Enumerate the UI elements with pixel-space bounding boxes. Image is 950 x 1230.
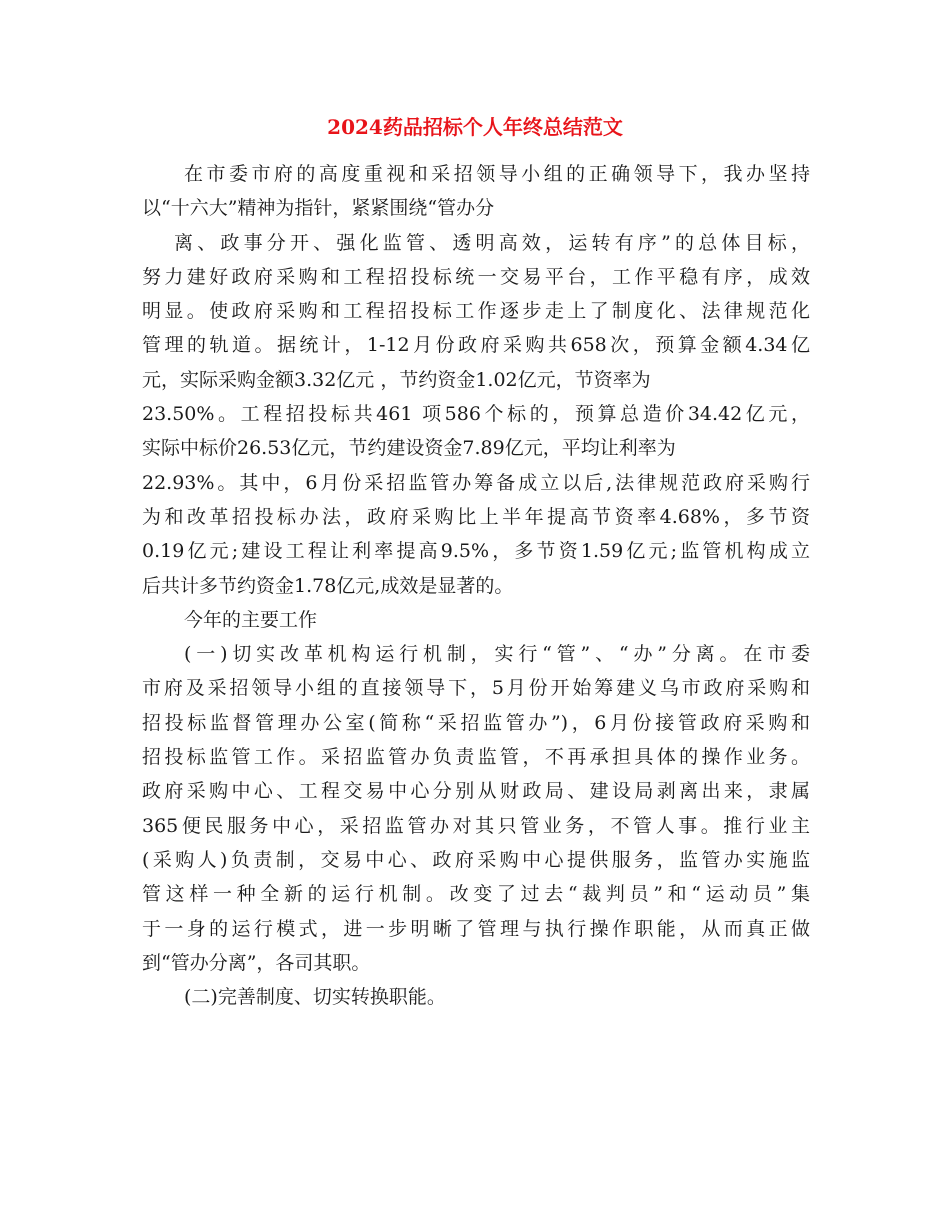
document-title: 2024药品招标个人年终总结范文 (327, 115, 623, 139)
document-line: 招投标监管工作。采招监管办负责监管，不再承担具体的操作业务。 (142, 746, 810, 769)
document-line: 0.19亿元;建设工程让利率提高9.5%，多节资1.59亿元;监管机构成立 (142, 540, 810, 563)
document-line: 22.93%。其中，6月份采招监管办筹备成立以后,法律规范政府采购行 (142, 471, 810, 494)
document-line: 以“十六大”精神为指针，紧紧围绕“管办分 (142, 197, 495, 220)
document-line: 23.50%。工程招投标共461 项586个标的，预算总造价34.42亿元， (142, 403, 810, 426)
document-line: (二)完善制度、切实转换职能。 (184, 986, 446, 1009)
document-line: 政府采购中心、工程交易中心分别从财政局、建设局剥离出来，隶属 (142, 780, 810, 803)
document-line: 到“管办分离”，各司其职。 (142, 951, 371, 974)
document-line: 于一身的运行模式，进一步明晰了管理与执行操作职能，从而真正做 (142, 917, 810, 940)
document-line: 市府及采招领导小组的直接领导下，5月份开始筹建义乌市政府采购和 (142, 677, 810, 700)
document-line: 管理的轨道。据统计，1-12月份政府采购共658次，预算金额4.34亿 (142, 334, 810, 357)
document-line: 365便民服务中心，采招监管办对其只管业务，不管人事。推行业主 (142, 814, 810, 837)
document-line: 招投标监督管理办公室(简称“采招监管办”)，6月份接管政府采购和 (142, 711, 810, 734)
document-line: 为和改革招投标办法，政府采购比上半年提高节资率4.68%，多节资 (142, 505, 810, 528)
document-body (142, 157, 810, 1014)
document-line: 离、政事分开、强化监管、透明高效，运转有序”的总体目标， (174, 231, 810, 254)
document-line: 在市委市府的高度重视和采招领导小组的正确领导下，我办坚持 (184, 163, 810, 185)
document-line: 实际中标价26.53亿元，节约建设资金7.89亿元，平均让利率为 (142, 437, 676, 460)
document-line: 后共计多节约资金1.78亿元,成效是显著的。 (142, 574, 514, 597)
document-line: 今年的主要工作 (184, 608, 318, 631)
document-line: 管这样一种全新的运行机制。改变了过去“裁判员”和“运动员”集 (142, 883, 810, 906)
document-line: (采购人)负责制，交易中心、政府采购中心提供服务，监管办实施监 (142, 848, 810, 871)
document-line: 努力建好政府采购和工程招投标统一交易平台，工作平稳有序，成效 (142, 265, 810, 288)
document-line: (一)切实改革机构运行机制，实行“管”、“办”分离。在市委 (184, 643, 810, 666)
document-line: 元，实际采购金额3.32亿元 ，节约资金1.02亿元，节资率为 (142, 368, 651, 391)
document-line: 明显。使政府采购和工程招投标工作逐步走上了制度化、法律规范化 (142, 300, 810, 323)
